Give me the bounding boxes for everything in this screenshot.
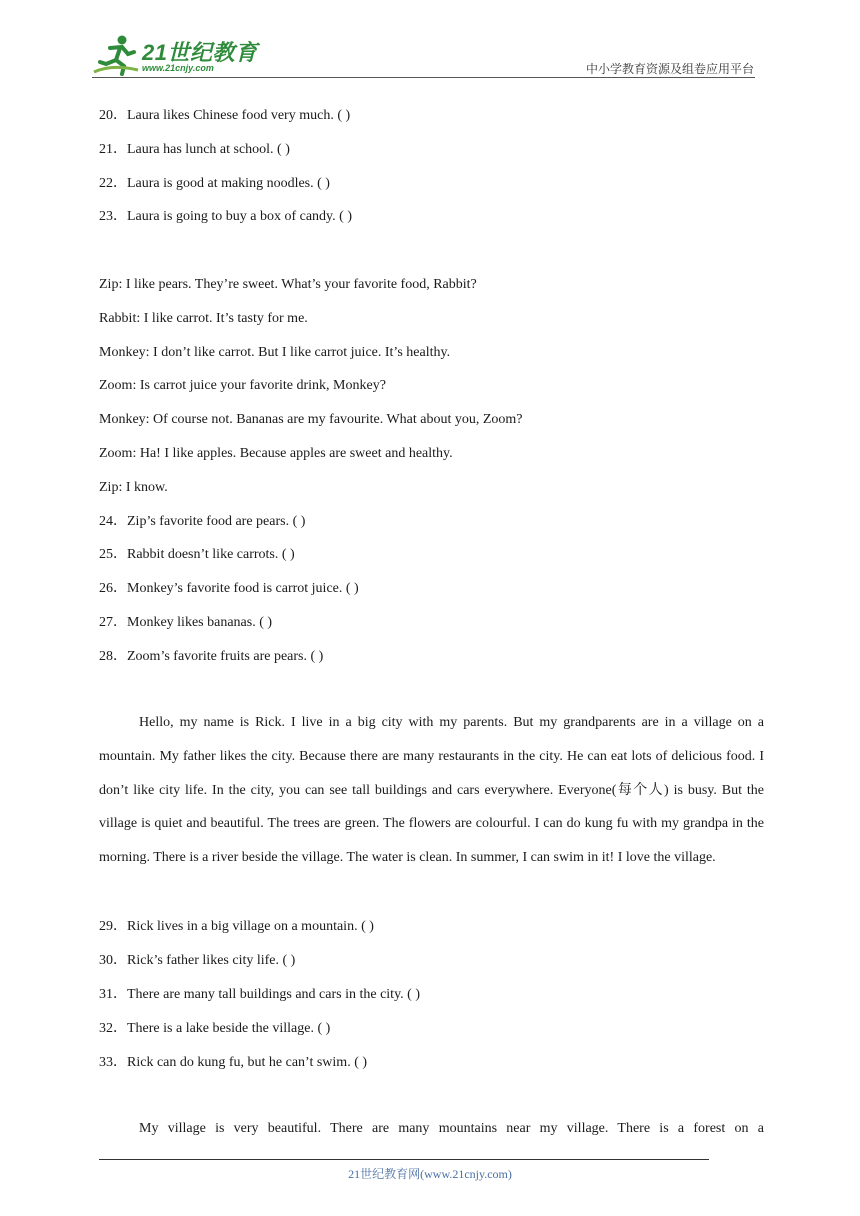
text-line: Zoom: Is carrot juice your favorite drink, Monkey? — [99, 378, 386, 393]
text-line: 21．Laura has lunch at school. ( ) — [99, 142, 290, 157]
text-line: 28．Zoom’s favorite fruits are pears. ( ) — [99, 649, 324, 664]
text-line: 29．Rick lives in a big village on a mountain. ( ) — [99, 919, 374, 934]
text-line: Monkey: Of course not. Bananas are my favourite. What about you, Zoom? — [99, 412, 523, 427]
platform-title: 中小学教育资源及组卷应用平台 — [585, 62, 754, 76]
text-line: 26．Monkey’s favorite food is carrot juice. ( ) — [99, 581, 359, 596]
page-footer: 21世纪教育网(www.21cnjy.com) — [348, 1167, 512, 1181]
text-line: 22．Laura is good at making noodles. ( ) — [99, 176, 330, 191]
header-divider — [92, 77, 755, 78]
text-line: 30．Rick’s father likes city life. ( ) — [99, 953, 296, 968]
text-line: 20．Laura likes Chinese food very much. ( ) — [99, 108, 351, 123]
text-line: 25．Rabbit doesn’t like carrots. ( ) — [99, 547, 295, 562]
text-line: Monkey: I don’t like carrot. But I like carrot juice. It’s healthy. — [99, 345, 451, 360]
passage-rick: Hello, my name is Rick. I live in a big city with my parents. But my grandparents are in a village on a mountain. My father likes the city. Because there are many restaurants in the city. He can eat lots of delicious food. I don’t like city life. In the city, you can see tall buildings and cars everywhere. Everyone(每个人) is busy. But the village is quiet and beautiful. The trees are green. The flowers are colourful. I can do kung fu with my grandpa in the morning. There is a river beside the village. The water is clean. In summer, I can swim in it! I love the village. — [99, 715, 764, 866]
text-line: 31．There are many tall buildings and cars in the city. ( ) — [99, 987, 420, 1002]
page-header — [0, 0, 860, 80]
text-line: 32．There is a lake beside the village. ( ) — [99, 1021, 331, 1036]
logo-url: www.21cnjy.com — [142, 63, 214, 73]
text-line: Zip: I like pears. They’re sweet. What’s your favorite food, Rabbit? — [99, 277, 477, 292]
runner-logo-icon — [92, 34, 140, 76]
text-line: 33．Rick can do kung fu, but he can’t swim. ( ) — [99, 1055, 368, 1070]
footer-divider — [99, 1159, 709, 1160]
passage-village: My village is very beautiful. There are many mountains near my village. There is a forest on a — [139, 1121, 764, 1136]
text-line: Zip: I know. — [99, 480, 168, 495]
text-line: Zoom: Ha! I like apples. Because apples are sweet and healthy. — [99, 446, 453, 461]
logo-text: 21世纪教育 — [142, 40, 258, 65]
logo — [92, 34, 262, 78]
text-line: 27．Monkey likes bananas. ( ) — [99, 615, 273, 630]
text-line: Rabbit: I like carrot. It’s tasty for me. — [99, 311, 308, 326]
text-line: 24．Zip’s favorite food are pears. ( ) — [99, 514, 306, 529]
text-line: 23．Laura is going to buy a box of candy. ( ) — [99, 209, 352, 224]
